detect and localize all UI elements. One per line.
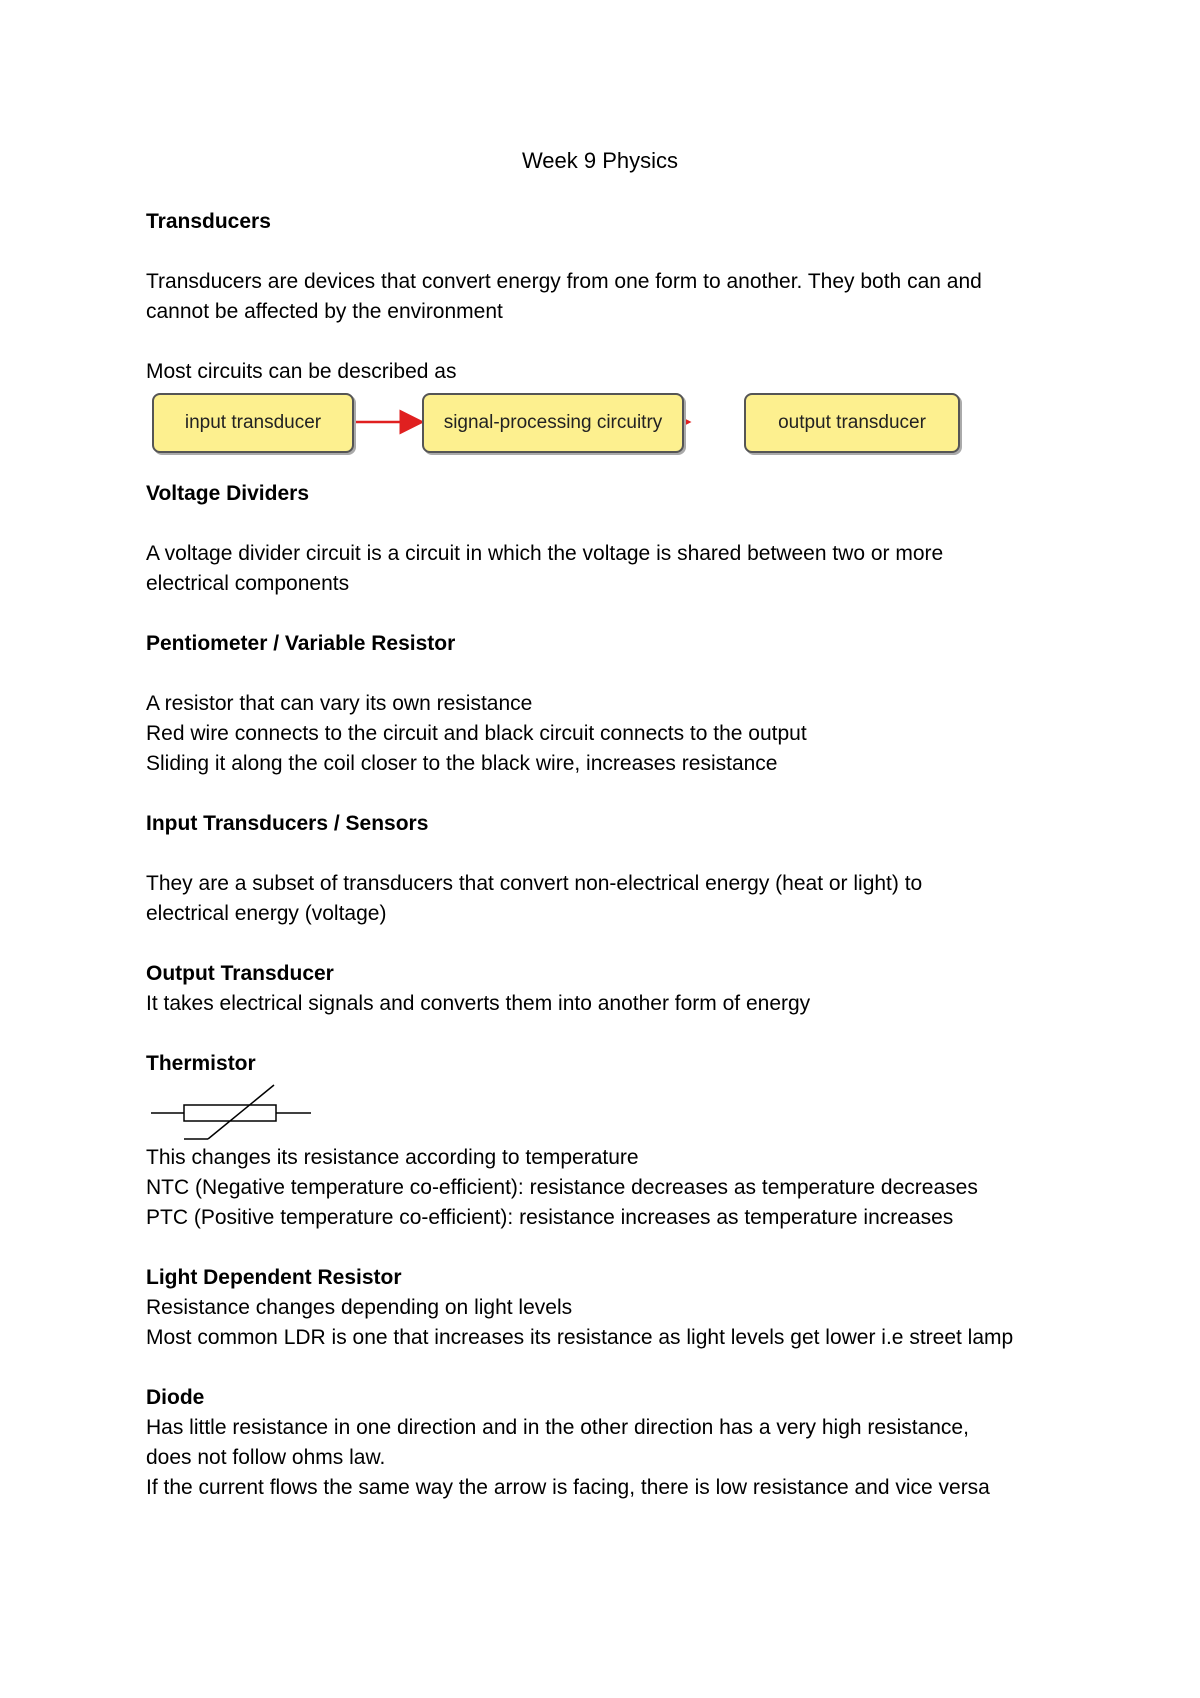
- diode-line: does not follow ohms law.: [146, 1446, 386, 1469]
- flow-box-output-transducer: output transducer: [744, 393, 960, 453]
- flow-box-signal-processing: signal-processing circuitry: [422, 393, 684, 453]
- circuit-flow-diagram: [152, 393, 1076, 459]
- thermistor-line: PTC (Positive temperature co-efficient): resistance increases as temperature increases: [146, 1206, 954, 1229]
- heading-diode: Diode: [146, 1386, 205, 1409]
- input-transducers-text-line: electrical energy (voltage): [146, 902, 387, 925]
- heading-output-transducer: Output Transducer: [146, 962, 334, 985]
- document-body: [146, 207, 1076, 1503]
- voltage-dividers-text-line: A voltage divider circuit is a circuit in which the voltage is shared between two or more: [146, 542, 944, 565]
- heading-ldr: Light Dependent Resistor: [146, 1266, 402, 1289]
- diode-line: If the current flows the same way the arrow is facing, there is low resistance and vice versa: [146, 1476, 990, 1499]
- ldr-line: Most common LDR is one that increases its resistance as light levels get lower i.e street lamp: [146, 1326, 1014, 1349]
- thermistor-symbol-icon: [146, 1081, 1076, 1143]
- circuits-intro: Most circuits can be described as: [146, 360, 457, 383]
- pentiometer-line: Red wire connects to the circuit and black circuit connects to the output: [146, 722, 807, 745]
- thermistor-line: This changes its resistance according to temperature: [146, 1146, 639, 1169]
- heading-voltage-dividers: Voltage Dividers: [146, 482, 309, 505]
- heading-transducers: Transducers: [146, 210, 271, 233]
- pentiometer-line: Sliding it along the coil closer to the black wire, increases resistance: [146, 752, 778, 775]
- transducers-text-line: cannot be affected by the environment: [146, 300, 503, 323]
- pentiometer-line: A resistor that can vary its own resistance: [146, 692, 533, 715]
- ldr-line: Resistance changes depending on light levels: [146, 1296, 573, 1319]
- page-title: Week 9 Physics: [521, 148, 679, 173]
- thermistor-line: NTC (Negative temperature co-efficient): resistance decreases as temperature decreases: [146, 1176, 978, 1199]
- transducers-text-line: Transducers are devices that convert energy from one form to another. They both can and: [146, 270, 982, 293]
- voltage-dividers-text-line: electrical components: [146, 572, 350, 595]
- heading-input-transducers: Input Transducers / Sensors: [146, 812, 429, 835]
- output-transducer-text: It takes electrical signals and converts them into another form of energy: [146, 992, 811, 1015]
- flow-box-input-transducer: input transducer: [152, 393, 354, 453]
- diode-line: Has little resistance in one direction and in the other direction has a very high resistance,: [146, 1416, 969, 1439]
- heading-pentiometer: Pentiometer / Variable Resistor: [146, 632, 456, 655]
- input-transducers-text-line: They are a subset of transducers that convert non-electrical energy (heat or light) to: [146, 872, 923, 895]
- heading-thermistor: Thermistor: [146, 1052, 256, 1075]
